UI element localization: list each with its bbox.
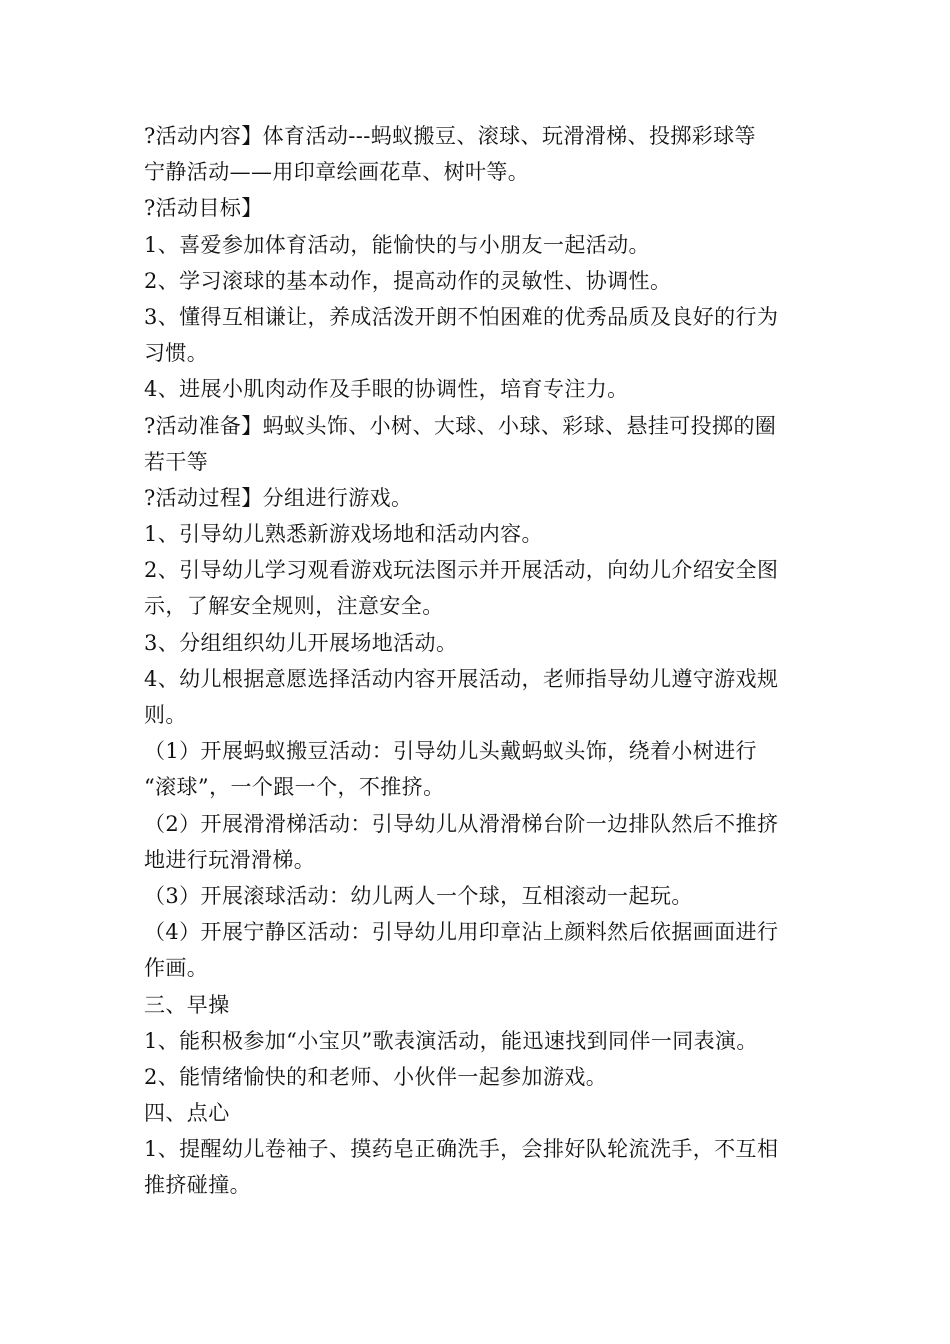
text-line: 2、学习滚球的基本动作，提高动作的灵敏性、协调性。 [144, 268, 672, 293]
text-line: 1、喜爱参加体育活动，能愉快的与小朋友一起活动。 [144, 232, 650, 257]
text-line: 作画。 [144, 956, 209, 981]
section-heading: 四、点心 [144, 1101, 230, 1126]
text-line: 则。 [144, 703, 187, 727]
text-line: 4、幼儿根据意愿选择活动内容开展活动，老师指导幼儿遵守游戏规 [144, 666, 779, 691]
text-line: （2）开展滑滑梯活动：引导幼儿从滑滑梯台阶一边排队然后不推挤 [144, 811, 779, 836]
text-line: 习惯。 [144, 341, 209, 366]
text-line: （4）开展宁静区活动：引导幼儿用印章沾上颜料然后依据画面进行 [144, 920, 779, 945]
text-line: ?活动内容】体育活动---蚂蚁搬豆、滚球、玩滑滑梯、投掷彩球等 [144, 124, 756, 148]
section-heading: ?活动目标】 [144, 196, 263, 221]
text-line: 1、提醒幼儿卷袖子、摸药皂正确洗手，会排好队轮流洗手，不互相 [144, 1137, 779, 1162]
text-line: ?活动过程】分组进行游戏。 [144, 485, 413, 510]
text-line: （1）开展蚂蚁搬豆活动：引导幼儿头戴蚂蚁头饰，绕着小树进行 [144, 739, 757, 764]
text-line: 3、分组组织幼儿开展场地活动。 [144, 630, 458, 655]
document-body [144, 118, 810, 1204]
section-heading: 三、早操 [144, 992, 230, 1017]
text-line: 1、引导幼儿熟悉新游戏场地和活动内容。 [144, 522, 543, 547]
text-line: 2、引导幼儿学习观看游戏玩法图示并开展活动，向幼儿介绍安全图 [144, 558, 779, 583]
text-line: 宁静活动——用印章绘画花草、树叶等。 [144, 160, 530, 185]
text-line: 2、能情绪愉快的和老师、小伙伴一起参加游戏。 [144, 1064, 608, 1089]
text-line: 推挤碰撞。 [144, 1173, 251, 1198]
text-line: 1、能积极参加“小宝贝”歌表演活动，能迅速找到同伴一同表演。 [144, 1028, 758, 1053]
text-line: 示，了解安全规则，注意安全。 [144, 594, 444, 619]
text-line: 4、进展小肌肉动作及手眼的协调性，培育专注力。 [144, 377, 629, 402]
text-line: 地进行玩滑滑梯。 [144, 847, 316, 872]
text-line: 3、懂得互相谦让，养成活泼开朗不怕困难的优秀品质及良好的行为 [144, 304, 779, 329]
text-line: “滚球”，一个跟一个，不推挤。 [144, 775, 445, 800]
text-line: （3）开展滚球活动：幼儿两人一个球，互相滚动一起玩。 [144, 883, 693, 908]
text-line: ?活动准备】蚂蚁头饰、小树、大球、小球、彩球、悬挂可投掷的圈 [144, 413, 777, 438]
text-line: 若干等 [144, 449, 209, 474]
